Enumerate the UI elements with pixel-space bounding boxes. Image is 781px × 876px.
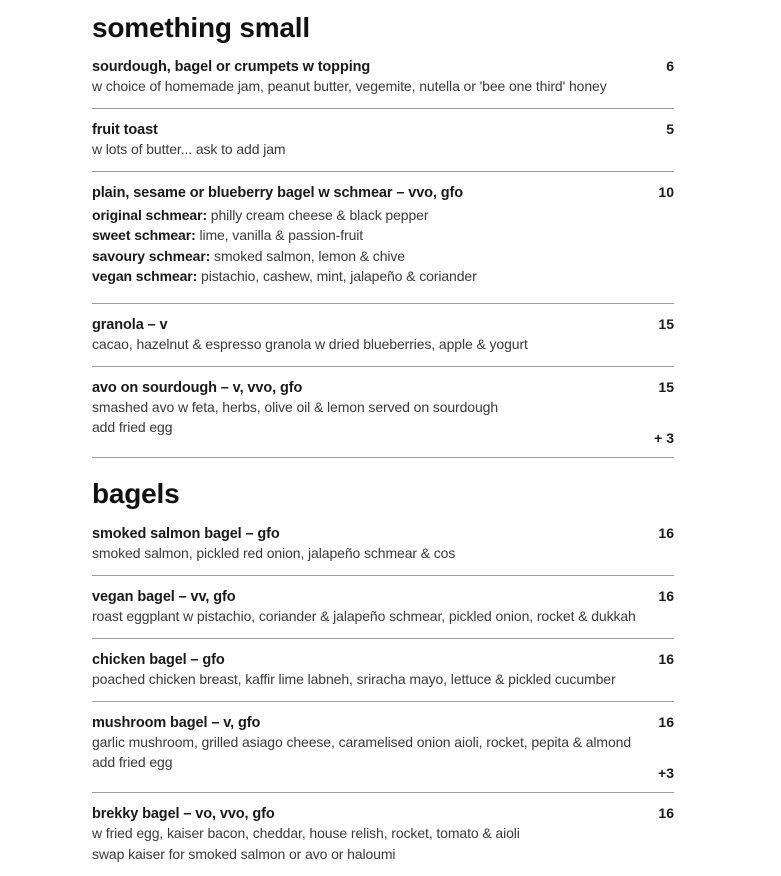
menu-item[interactable] — [92, 793, 674, 876]
menu-item-header — [92, 588, 674, 606]
schmear-option-label: sweet schmear: — [92, 227, 196, 244]
menu-item-header — [92, 121, 674, 139]
menu-item-addon-label: add fried egg — [92, 419, 173, 436]
menu-item-title: vegan bagel – vv, gfo — [92, 589, 236, 606]
menu-item-price: 15 — [658, 379, 674, 396]
menu-item-description-secondary: swap kaiser for smoked salmon or avo or haloumi — [92, 846, 396, 863]
menu-item-title: avo on sourdough – v, vvo, gfo — [92, 380, 303, 397]
menu-item-title: sourdough, bagel or crumpets w topping — [92, 59, 371, 75]
section-heading-bagels: bagels — [92, 478, 180, 510]
menu-item-title: fruit toast — [92, 122, 158, 138]
menu-item-price: 16 — [658, 714, 674, 731]
menu-item-addon-price: + 3 — [654, 430, 674, 447]
menu-item-price: 15 — [658, 316, 674, 333]
menu-item-addon-price: +3 — [658, 765, 674, 782]
menu-item-title: smoked salmon bagel – gfo — [92, 526, 280, 543]
section-heading-something-small: something small — [92, 12, 310, 43]
menu-item-title: brekky bagel – vo, vvo, gfo — [92, 806, 275, 823]
menu-item-header — [92, 651, 674, 669]
menu-item[interactable] — [92, 172, 674, 304]
menu-item-title: chicken bagel – gfo — [92, 652, 225, 669]
menu-item-header — [92, 525, 674, 543]
menu-item-price: 16 — [658, 805, 674, 822]
menu-item-description: smashed avo w feta, herbs, olive oil & lemon served on sourdough — [92, 399, 499, 416]
menu-item-title: plain, sesame or blueberry bagel w schmear – vvo, gfo — [92, 185, 464, 201]
menu-item[interactable] — [92, 639, 674, 702]
schmear-option-text: philly cream cheese & black pepper — [207, 207, 429, 224]
menu-item-header — [92, 58, 674, 76]
schmear-option — [92, 246, 674, 266]
menu-section-bagels — [92, 458, 674, 876]
menu-item-title: granola – v — [92, 317, 168, 334]
menu-item-price: 16 — [658, 651, 674, 668]
menu-section-something-small — [92, 0, 674, 458]
menu-item[interactable] — [92, 304, 674, 367]
schmear-option-label: vegan schmear: — [92, 268, 198, 285]
menu-item[interactable] — [92, 702, 674, 793]
menu-item[interactable] — [92, 576, 674, 639]
menu-item-header — [92, 316, 674, 334]
schmear-option-label: original schmear: — [92, 207, 208, 224]
menu-item-description: garlic mushroom, grilled asiago cheese, caramelised onion aioli, rocket, pepita & almond — [92, 734, 632, 751]
menu-item-description: w fried egg, kaiser bacon, cheddar, house relish, rocket, tomato & aioli — [92, 825, 520, 842]
schmear-option-text: pistachio, cashew, mint, jalapeño & coriander — [197, 268, 477, 285]
menu-item-price: 5 — [666, 121, 674, 137]
menu-item-description: w lots of butter... ask to add jam — [92, 141, 286, 158]
menu-item[interactable] — [92, 367, 674, 458]
schmear-option — [92, 266, 674, 286]
menu-content — [92, 0, 674, 876]
menu-item-price: 6 — [666, 58, 674, 74]
schmear-option — [92, 225, 674, 245]
menu-item-title: mushroom bagel – v, gfo — [92, 715, 261, 732]
menu-item-description: roast eggplant w pistachio, coriander & jalapeño schmear, pickled onion, rocket & dukkah — [92, 608, 636, 625]
schmear-option — [92, 205, 674, 225]
menu-item-addon — [92, 418, 674, 446]
spacer — [92, 288, 674, 292]
schmear-option-text: lime, vanilla & passion-fruit — [195, 227, 364, 244]
menu-item-description: smoked salmon, pickled red onion, jalapeño schmear & cos — [92, 545, 456, 562]
menu-item-description: poached chicken breast, kaffir lime labneh, sriracha mayo, lettuce & pickled cucumber — [92, 671, 616, 688]
schmear-options-list — [92, 205, 674, 286]
menu-item-addon — [92, 753, 674, 781]
menu-item-header — [92, 184, 674, 202]
schmear-option-text: smoked salmon, lemon & chive — [210, 247, 405, 264]
schmear-option-label: savoury schmear: — [92, 247, 211, 264]
menu-item-price: 16 — [658, 588, 674, 605]
menu-item[interactable] — [92, 58, 674, 109]
menu-item-header — [92, 714, 674, 732]
menu-item[interactable] — [92, 525, 674, 576]
menu-item-header — [92, 805, 674, 823]
menu-item-description: w choice of homemade jam, peanut butter, vegemite, nutella or 'bee one third' honey — [92, 78, 607, 95]
menu-item-addon-label: add fried egg — [92, 754, 173, 771]
menu-item-price: 10 — [658, 184, 674, 200]
menu-item-price: 16 — [658, 525, 674, 542]
menu-item-description: cacao, hazelnut & espresso granola w dried blueberries, apple & yogurt — [92, 336, 528, 353]
menu-item[interactable] — [92, 109, 674, 172]
menu-item-header — [92, 379, 674, 397]
